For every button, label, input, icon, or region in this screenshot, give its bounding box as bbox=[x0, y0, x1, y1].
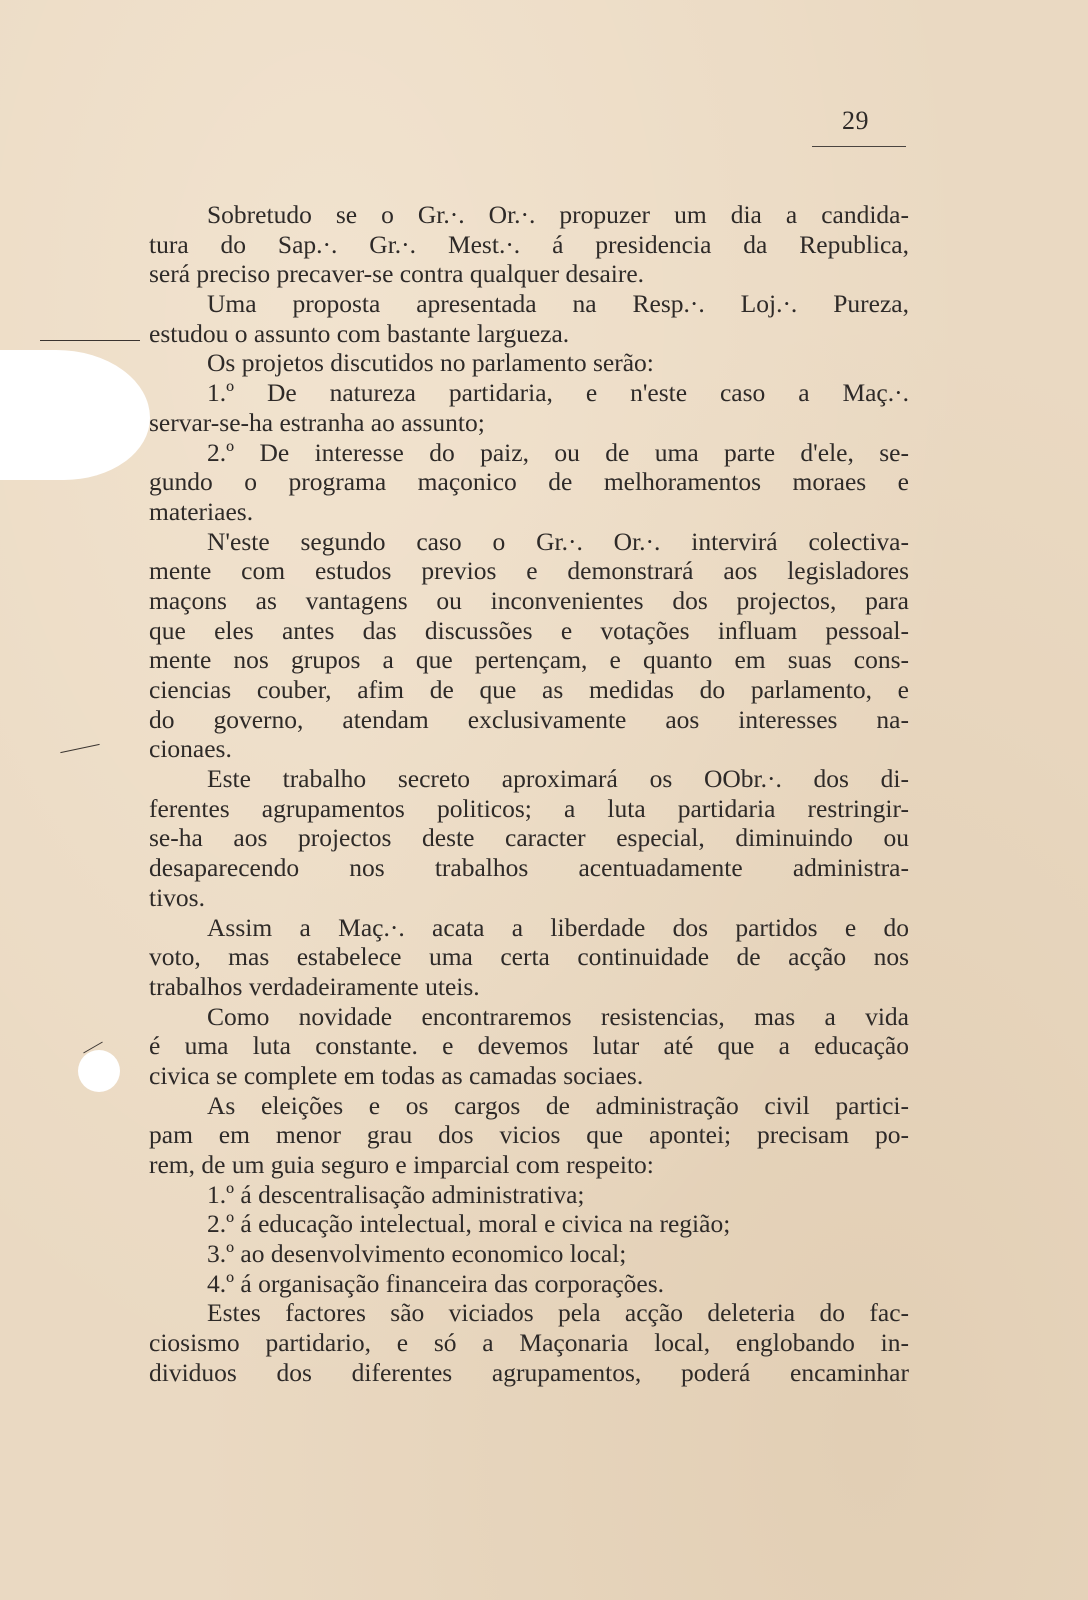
text-line: que eles antes das discussões e votações influam pessoal- bbox=[149, 615, 909, 645]
text-line: N'este segundo caso o Gr.·. Or.·. intervirá colectiva- bbox=[207, 526, 909, 556]
text-line: 2.º De interesse do paiz, ou de uma parte d'ele, se- bbox=[207, 437, 909, 467]
text-line: dividuos dos diferentes agrupamentos, poderá encaminhar bbox=[149, 1357, 909, 1387]
text-line: 4.º á organisação financeira das corporações. bbox=[207, 1268, 665, 1298]
pencil-mark bbox=[60, 744, 99, 753]
text-line: Este trabalho secreto aproximará os OObr.·. dos di- bbox=[207, 764, 909, 794]
text-line: materiaes. bbox=[149, 496, 254, 526]
text-line: tivos. bbox=[149, 882, 205, 912]
text-line: servar-se-ha estranha ao assunto; bbox=[149, 407, 485, 437]
text-line: gundo o programa maçonico de melhoramentos moraes e bbox=[149, 467, 909, 497]
text-line: maçons as vantagens ou inconvenientes dos projectos, para bbox=[149, 585, 909, 615]
text-line: 1.º De natureza partidaria, e n'este caso a Maç.·. bbox=[207, 378, 909, 408]
text-line: 3.º ao desenvolvimento economico local; bbox=[207, 1239, 627, 1269]
text-line: trabalhos verdadeiramente uteis. bbox=[149, 971, 480, 1001]
text-line: se-ha aos projectos deste caracter especial, diminuindo ou bbox=[149, 823, 909, 853]
text-line: rem, de um guia seguro e imparcial com respeito: bbox=[149, 1150, 654, 1179]
text-line: ferentes agrupamentos politicos; a luta partidaria restringir- bbox=[149, 793, 909, 823]
text-line: pam em menor grau dos vicios que apontei; precisam po- bbox=[149, 1120, 909, 1150]
text-line: cionaes. bbox=[149, 734, 232, 764]
page-number-rule bbox=[812, 146, 906, 147]
text-line: 1.º á descentralisação administrativa; bbox=[207, 1179, 585, 1209]
text-line: Assim a Maç.·. acata a liberdade dos partidos e do bbox=[207, 912, 909, 942]
text-line: 2.º á educação intelectual, moral e civica na região; bbox=[207, 1209, 731, 1239]
text-line: Como novidade encontraremos resistencias, mas a vida bbox=[207, 1001, 909, 1031]
text-line: será preciso precaver-se contra qualquer desaire. bbox=[149, 259, 645, 289]
text-line: As eleições e os cargos de administração civil partici- bbox=[207, 1090, 909, 1120]
page-damage-hole-small bbox=[78, 1050, 120, 1092]
pencil-mark bbox=[40, 340, 140, 341]
text-line: ciosismo partidario, e só a Maçonaria local, englobando in- bbox=[149, 1328, 909, 1358]
text-line: Os projetos discutidos no parlamento serão: bbox=[207, 348, 654, 378]
text-line: desaparecendo nos trabalhos acentuadamente administra- bbox=[149, 853, 909, 883]
text-line: mente com estudos previos e demonstrará aos legisladores bbox=[149, 556, 909, 586]
text-line: Estes factores são viciados pela acção deleteria do fac- bbox=[207, 1298, 909, 1328]
text-line: Sobretudo se o Gr.·. Or.·. propuzer um dia a candida- bbox=[207, 200, 909, 229]
page-number: 29 bbox=[842, 106, 869, 135]
text-line: tura do Sap.·. Gr.·. Mest.·. á presidencia da Republica, bbox=[149, 229, 909, 259]
text-line: do governo, atendam exclusivamente aos interesses na- bbox=[149, 704, 909, 734]
page-damage-hole bbox=[0, 350, 150, 480]
text-line: civica se complete em todas as camadas sociaes. bbox=[149, 1060, 644, 1090]
text-line: é uma luta constante. e devemos lutar até que a educação bbox=[149, 1031, 909, 1061]
text-line: ciencias couber, afim de que as medidas do parlamento, e bbox=[149, 675, 909, 704]
text-line: mente nos grupos a que pertençam, e quanto em suas cons- bbox=[149, 645, 909, 675]
text-line: voto, mas estabelece uma certa continuidade de acção nos bbox=[149, 942, 909, 972]
text-line: Uma proposta apresentada na Resp.·. Loj.·. Pureza, bbox=[207, 289, 909, 319]
text-line: estudou o assunto com bastante largueza. bbox=[149, 318, 570, 348]
body-text bbox=[149, 200, 909, 1388]
